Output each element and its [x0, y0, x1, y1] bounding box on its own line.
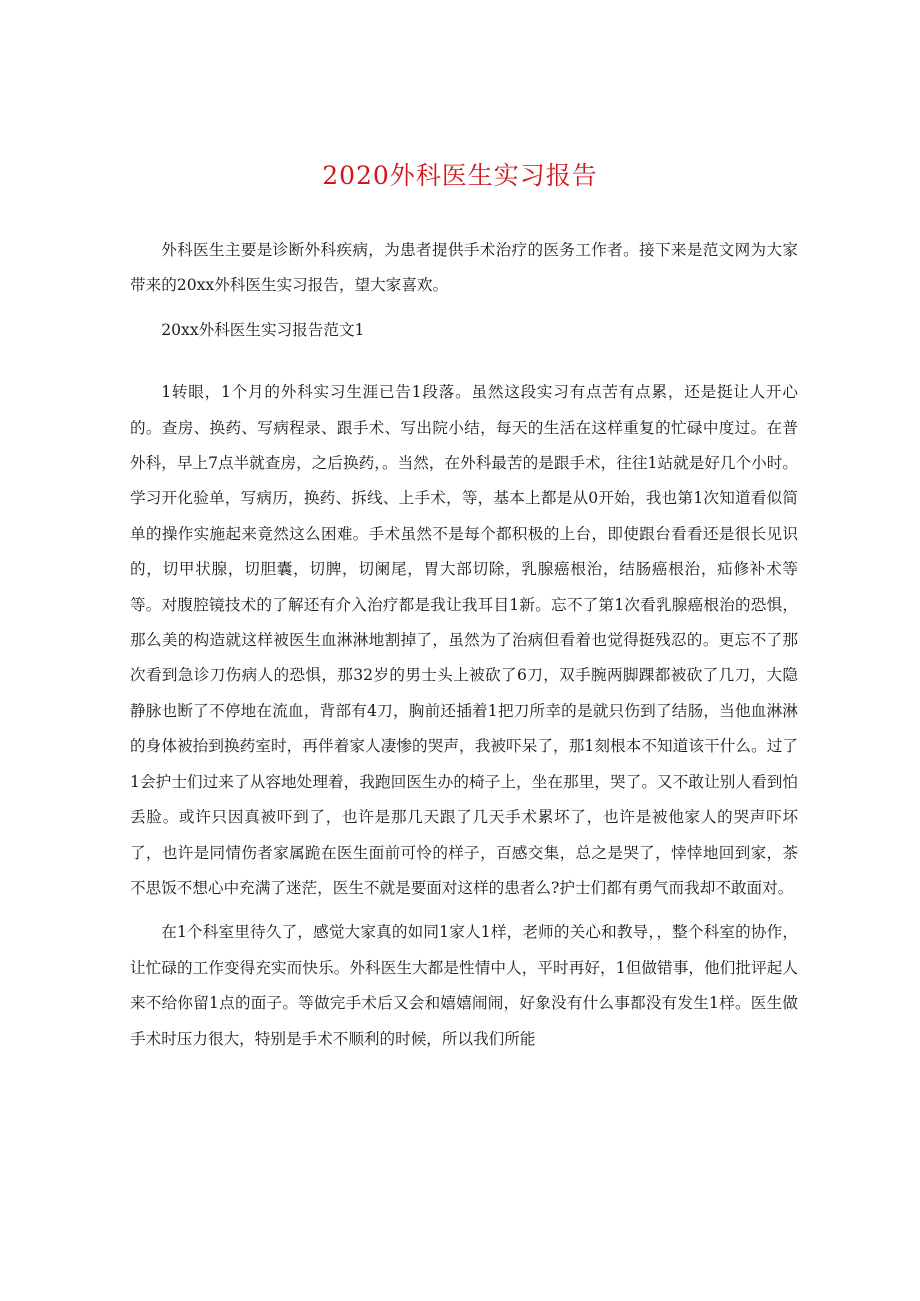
document-body — [130, 233, 798, 1057]
body-paragraph-2: 在1个科室里待久了，感觉大家真的如同1家人1样，老师的关心和教导，，整个科室的协作，让忙碌的工作变得充实而快乐。外科医生大都是性情中人，平时再好，1但做错事，他们批评起人来不给你留1点的面子。等做完手术后又会和嬉嬉闹闹，好象没有什么事都没有发生1样。医生做手术时压力很大，特别是手术不顺利的时候，所以我们所能 — [130, 923, 798, 1048]
body-paragraph-1: 1转眼，1个月的外科实习生涯已告1段落。虽然这段实习有点苦有点累，还是挺让人开心的。查房、换药、写病程录、跟手术、写出院小结，每天的生活在这样重复的忙碌中度过。在普外科，早上7点半就查房，之后换药，。当然，在外科最苦的是跟手术，往往1站就是好几个小时。学习开化验单，写病历，换药、拆线、上手术，等，基本上都是从0开始，我也第1次知道看似简单的操作实施起来竟然这么困难。手术虽然不是每个都积极的上台，即使跟台看看还是很长见识的，切甲状腺，切胆囊，切脾，切阑尾，胃大部切除，乳腺癌根治，结肠癌根治，疝修补术等等。对腹腔镜技术的了解还有介入治疗都是我让我耳目1新。忘不了第1次看乳腺癌根治的恐惧，那么美的构造就这样被医生血淋淋地割掉了，虽然为了治病但看着也觉得挺残忍的。更忘不了那次看到急诊刀伤病人的恐惧，那32岁的男士头上被砍了6刀，双手腕两脚踝都被砍了几刀，大隐静脉也断了不停地在流血，背部有4刀，胸前还插着1把刀所幸的是就只伤到了结肠，当他血淋淋的身体被抬到换药室时，再伴着家人凄惨的哭声，我被吓呆了，那1刻根本不知道该干什么。过了1会护士们过来了从容地处理着，我跑回医生办的椅子上，坐在那里，哭了。又不敢让别人看到怕丢脸。或许只因真被吓到了，也许是那几天跟了几天手术累坏了，也许是被他家人的哭声吓坏了，也许是同情伤者家属跪在医生面前可怜的样子，百感交集，总之是哭了，悻悻地回到家，茶不思饭不想心中充满了迷茫，医生不就是要面对这样的患者么?护士们都有勇气而我却不敢面对。 — [130, 383, 798, 897]
document-title: 2020外科医生实习报告 — [322, 161, 598, 190]
intro-paragraph: 外科医生主要是诊断外科疾病，为患者提供手术治疗的医务工作者。接下来是范文网为大家带来的20xx外科医生实习报告，望大家喜欢。 — [130, 241, 798, 295]
section-subheading: 20xx外科医生实习报告范文1 — [161, 320, 365, 339]
